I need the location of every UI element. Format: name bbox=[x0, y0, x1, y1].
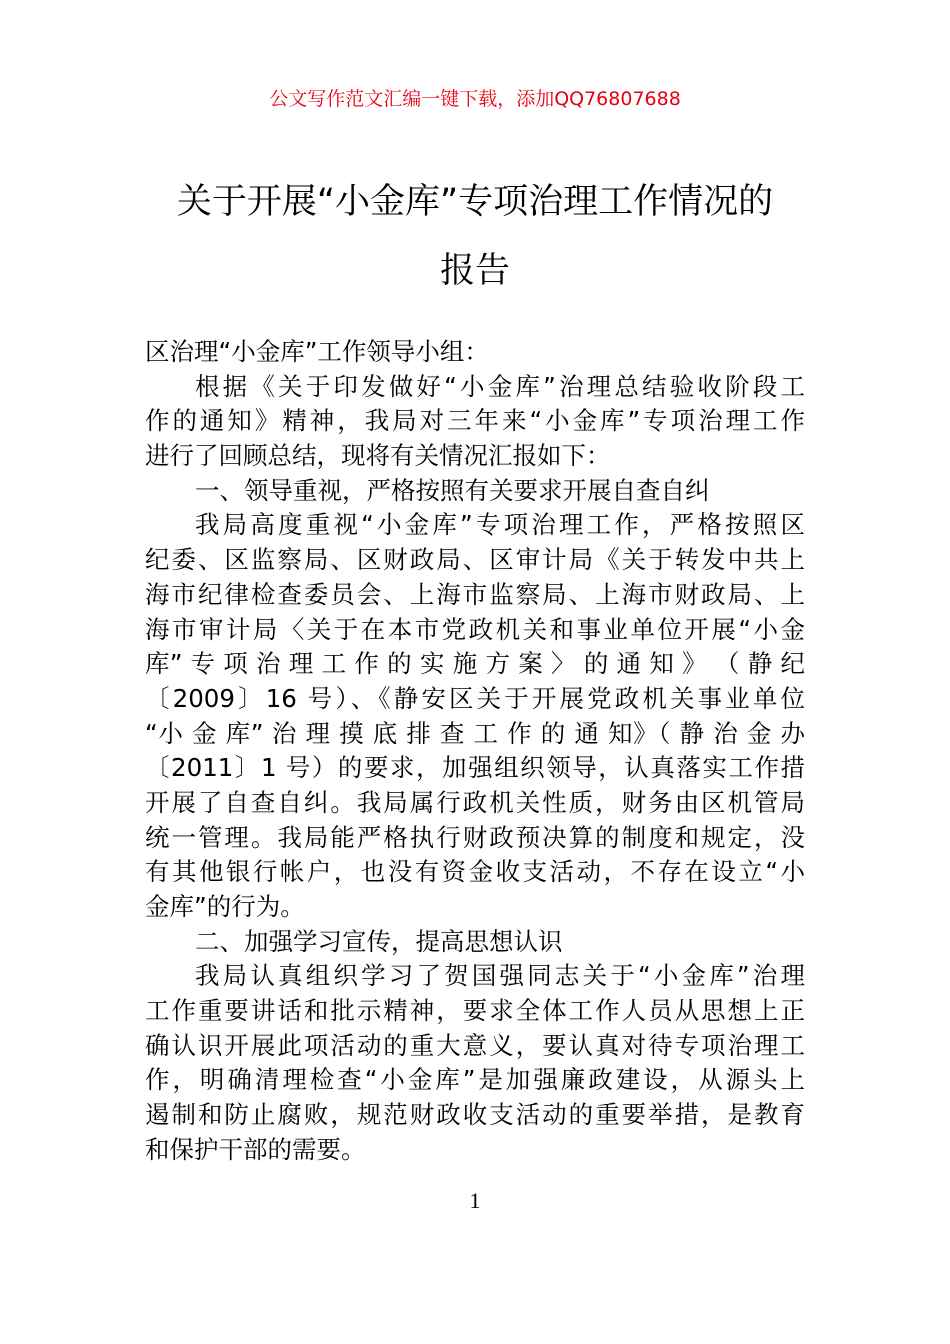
text-line: 金库”的行为。 bbox=[145, 892, 305, 921]
download-watermark-link: 公文写作范文汇编一键下载，添加QQ76807688 bbox=[269, 88, 681, 110]
text-line: 开展了自查自纠。我局属行政机关性质，财务由区机管局 bbox=[145, 787, 805, 817]
text-line: 确认识开展此项活动的重大意义，要认真对待专项治理工 bbox=[145, 1030, 805, 1060]
text-line: 海市纪律检查委员会、上海市监察局、上海市财政局、上 bbox=[145, 579, 805, 609]
text-line: 作的通知》精神，我局对三年来“小金库”专项治理工作 bbox=[145, 406, 805, 436]
text-line: “小 金 库” 治 理 摸 底 排 查 工 作 的 通 知》（ 静 治 金 办 bbox=[145, 718, 805, 748]
text-line: 我局高度重视“小金库”专项治理工作，严格按照区 bbox=[195, 510, 805, 540]
text-line: 遏制和防止腐败，规范财政收支活动的重要举措，是教育 bbox=[145, 1100, 805, 1130]
text-line: 统一管理。我局能严格执行财政预决算的制度和规定，没 bbox=[145, 822, 805, 852]
text-line: 根据《关于印发做好“小金库”治理总结验收阶段工 bbox=[195, 371, 805, 401]
text-line: 二、加强学习宣传，提高思想认识 bbox=[195, 926, 563, 956]
document-body bbox=[145, 335, 805, 1168]
document-title-line-2: 报告 bbox=[439, 251, 510, 291]
text-line: 我局认真组织学习了贺国强同志关于“小金库”治理 bbox=[195, 961, 805, 991]
text-line: 海市审计局〈关于在本市党政机关和事业单位开展“小金 bbox=[145, 614, 805, 644]
text-line: 区治理“小金库”工作领导小组： bbox=[145, 337, 489, 366]
text-line: 工作重要讲话和批示精神，要求全体工作人员从思想上正 bbox=[145, 996, 805, 1026]
text-line: 一、领导重视，严格按照有关要求开展自查自纠 bbox=[195, 475, 710, 505]
text-line: 有其他银行帐户，也没有资金收支活动，不存在设立“小 bbox=[145, 857, 805, 887]
text-line: 〔2009〕16 号）、《静安区关于开展党政机关事业单位 bbox=[145, 683, 805, 713]
text-line: 〔2011〕1 号）的要求，加强组织领导，认真落实工作措 bbox=[145, 753, 805, 783]
text-line: 纪委、区监察局、区财政局、区审计局《关于转发中共上 bbox=[145, 545, 805, 575]
page-number: 1 bbox=[469, 1188, 481, 1213]
text-line: 和保护干部的需要。 bbox=[145, 1134, 366, 1164]
text-line: 作，明确清理检查“小金库”是加强廉政建设，从源头上 bbox=[145, 1065, 805, 1095]
document-title-line-1: 关于开展“小金库”专项治理工作情况的 bbox=[176, 182, 774, 222]
text-line: 库” 专 项 治 理 工 作 的 实 施 方 案 〉 的 通 知 》 （ 静 纪 bbox=[145, 649, 805, 679]
text-line: 进行了回顾总结，现将有关情况汇报如下： bbox=[145, 441, 611, 471]
